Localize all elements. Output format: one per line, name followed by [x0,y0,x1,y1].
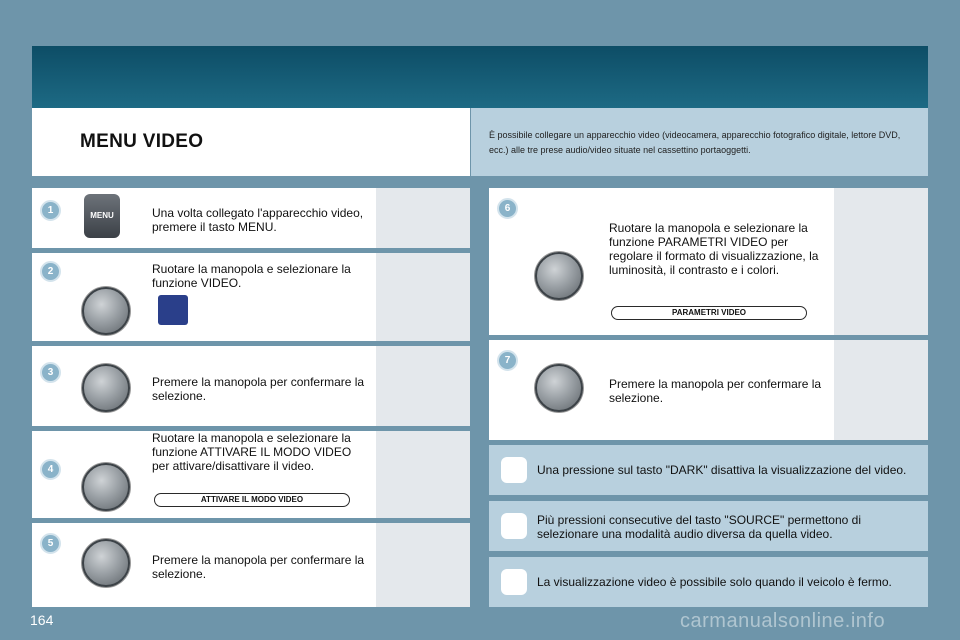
intro-box [471,108,928,176]
radio-panel-icon [376,431,470,518]
warning-icon [501,569,527,595]
radio-panel-icon [376,523,470,607]
video-icon [158,295,188,325]
menu-button-icon: MENU [84,194,120,238]
step-number: 3 [40,362,61,383]
step-text: Ruotare la manopola e selezionare la funzione ATTIVARE IL MODO VIDEO per attivare/disattivare il video. [152,431,352,473]
info-note [489,501,928,551]
step-text: Ruotare la manopola e selezionare la funzione VIDEO. [152,262,351,290]
step-card-5 [32,523,470,607]
knob-press-icon [82,364,130,412]
sun-icon [501,457,527,483]
info-text: Una pressione sul tasto "DARK" disattiva la visualizzazione del video. [537,463,907,477]
page-title: MENU VIDEO [80,131,204,152]
page-number: 164 [30,612,54,628]
radio-panel-icon [834,340,928,440]
warning-text: La visualizzazione video è possibile solo quando il veicolo è fermo. [537,575,892,589]
intro-text: È possibile collegare un apparecchio video (videocamera, apparecchio fotografico digitale, lettore DVD, ecc.) alle tre prese audio/video situate nel cassettino portaoggetti. [489,130,901,155]
step-number: 6 [497,198,518,219]
radio-panel-icon [376,253,470,341]
radio-panel-icon [834,188,928,335]
warning-note [489,557,928,607]
step-number: 1 [40,200,61,221]
knob-rotate-icon [82,463,130,511]
step-number: 5 [40,533,61,554]
step-text: Una volta collegato l'apparecchio video, premere il tasto MENU. [152,206,364,234]
radio-panel-icon [376,188,470,248]
step-card-7 [489,340,928,440]
sun-icon [501,513,527,539]
step-number: 4 [40,459,61,480]
knob-press-icon [535,364,583,412]
info-text: Più pressioni consecutive del tasto "SOURCE" permettono di selezionare una modalità audio diversa da quella video. [537,513,862,541]
header-banner [32,46,928,108]
step-text: Premere la manopola per confermare la selezione. [609,377,822,405]
knob-rotate-icon [535,252,583,300]
knob-press-icon [82,539,130,587]
step-number: 2 [40,261,61,282]
step-card-4 [32,431,470,518]
step-card-2 [32,253,470,341]
radio-panel-icon [376,346,470,426]
step-number: 7 [497,350,518,371]
step-text: Ruotare la manopola e selezionare la funzione PARAMETRI VIDEO per regolare il formato di visualizzazione, la luminosità, il contrasto e i colori. [609,221,819,277]
menu-option-pill: ATTIVARE IL MODO VIDEO [154,493,350,507]
step-text: Premere la manopola per confermare la selezione. [152,553,365,581]
step-card-6 [489,188,928,335]
knob-rotate-icon [82,287,130,335]
step-card-1 [32,188,470,248]
step-card-3 [32,346,470,426]
info-note [489,445,928,495]
title-box [32,108,470,176]
watermark: carmanualsonline.info [680,610,886,632]
menu-option-pill: PARAMETRI VIDEO [611,306,807,320]
step-text: Premere la manopola per confermare la selezione. [152,375,365,403]
